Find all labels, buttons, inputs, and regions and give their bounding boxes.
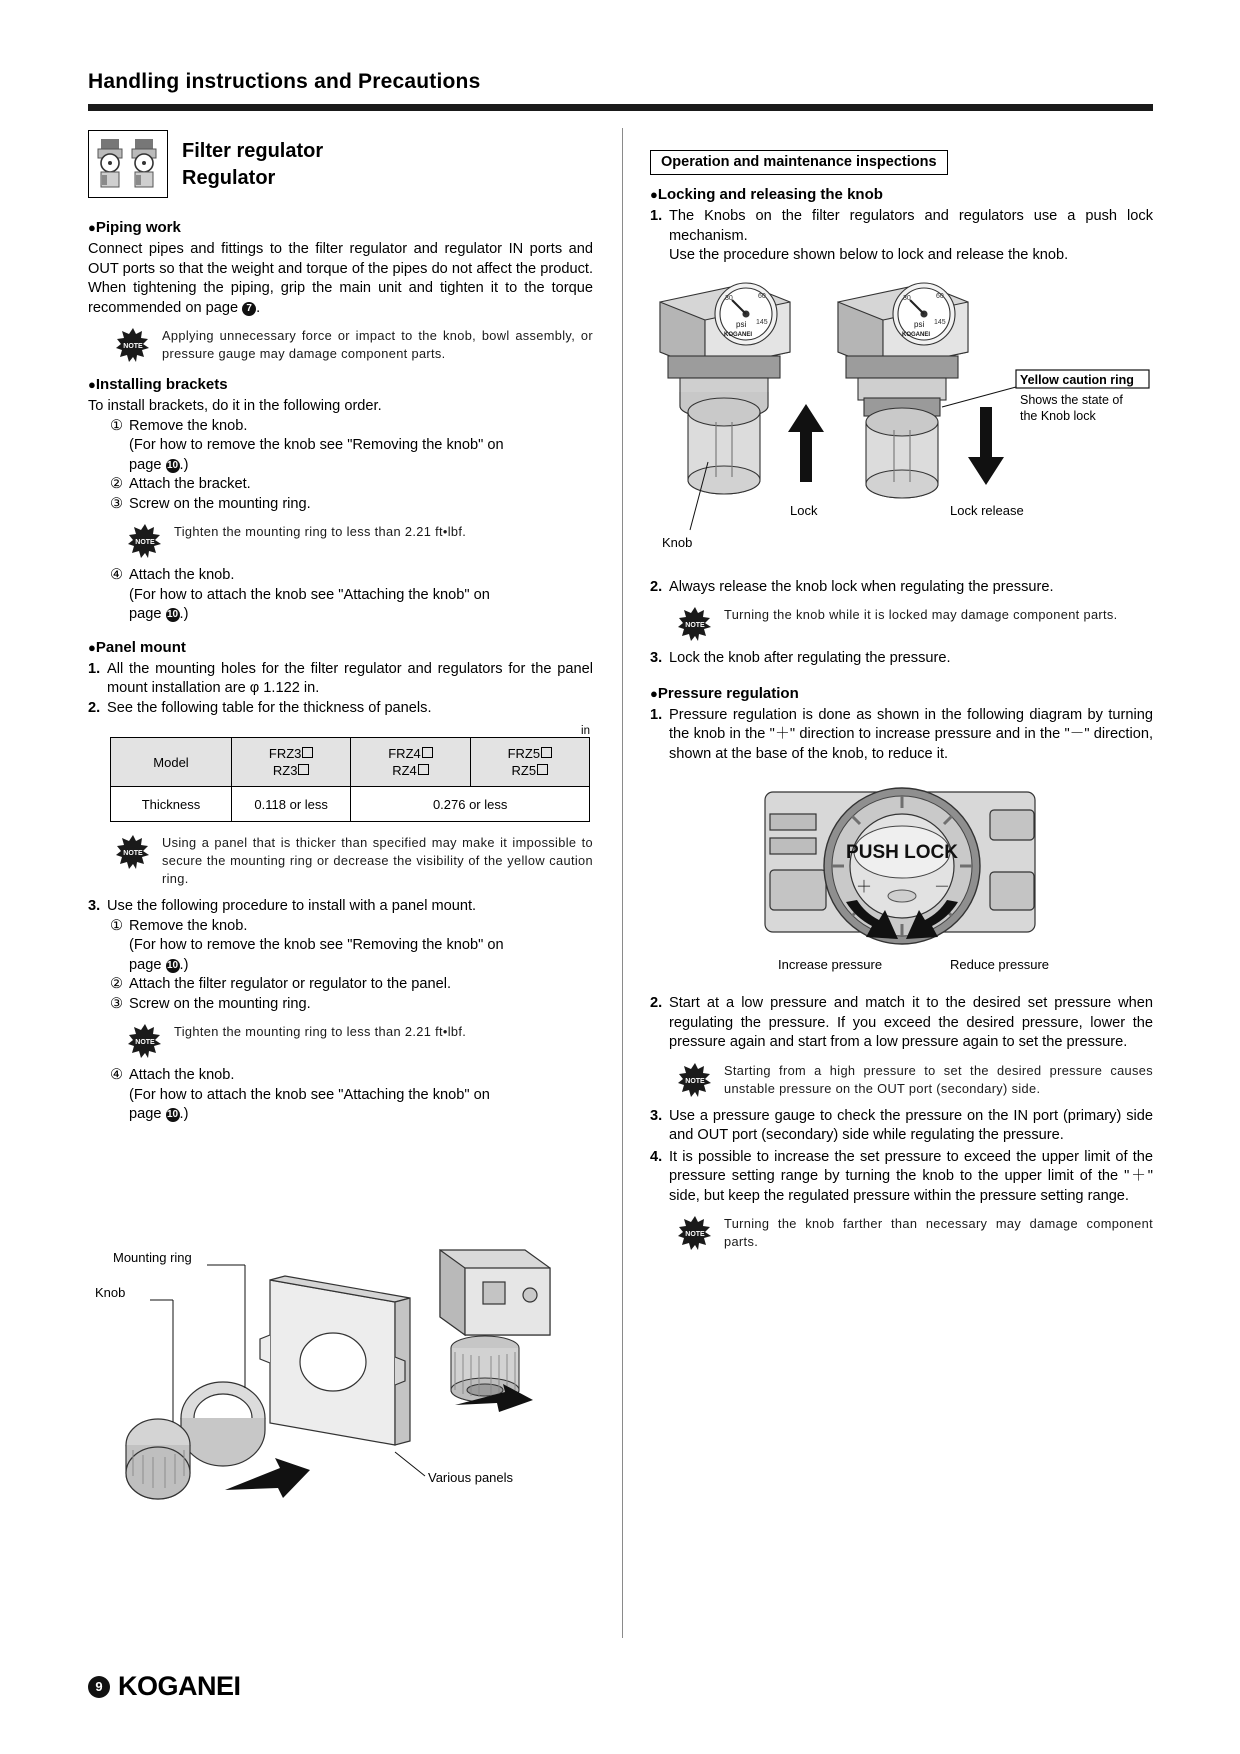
bullet-icon: ●	[650, 685, 658, 701]
right-column	[650, 150, 1153, 1260]
page-title: Handling instructions and Precautions	[88, 70, 481, 93]
svg-text:psi: psi	[914, 319, 925, 329]
svg-text:KOGANEI: KOGANEI	[724, 331, 753, 338]
svg-text:psi: psi	[736, 319, 747, 329]
note-lock	[678, 606, 1153, 640]
brand-logo: KOGANEI	[118, 1671, 241, 1701]
svg-text:145: 145	[756, 318, 768, 326]
svg-text:the Knob lock: the Knob lock	[1020, 408, 1096, 423]
note-icon	[128, 524, 162, 558]
table-row	[111, 787, 590, 822]
page-number: 9	[88, 1676, 110, 1698]
bullet-icon: ●	[650, 187, 658, 202]
page-ref-badge: 10	[166, 959, 179, 971]
header-rule	[88, 104, 1153, 111]
bullet-icon: ●	[88, 220, 96, 235]
svg-text:NOTE: NOTE	[123, 850, 143, 857]
note-icon	[678, 607, 712, 641]
page-ref-badge: 10	[166, 459, 179, 471]
brackets-step-3: ③ Screw on the mounting ring.	[110, 495, 311, 512]
figure-panel-mount-exploded	[95, 1240, 595, 1510]
note-pressure-start	[678, 1062, 1153, 1098]
footer	[88, 1671, 241, 1702]
note-pressure-overturn	[678, 1215, 1153, 1251]
note-pressure-overturn-text: Turning the knob farther than necessary may damage component parts.	[724, 1216, 1153, 1249]
note-piping-text: Applying unnecessary force or impact to the knob, bowl assembly, or pressure gauge may damage component parts.	[162, 328, 593, 361]
knob-plus-label: ＋	[855, 879, 873, 896]
brackets-step-1: ① Remove the knob.	[110, 417, 248, 434]
svg-text:60: 60	[936, 292, 944, 300]
fig-label-mounting-ring: Mounting ring	[113, 1250, 192, 1265]
note-icon	[678, 1216, 712, 1250]
panel-mount-item-1: 1. All the mounting holes for the filter regulator and regulators for the panel mount installation are φ 1.122 in.	[88, 660, 593, 696]
panel-thickness-table	[110, 737, 590, 822]
lock-item-2: 2. Always release the knob lock when regulating the pressure.	[650, 578, 1054, 595]
brackets-intro: To install brackets, do it in the following order.	[88, 398, 382, 414]
page-ref-badge: 7	[242, 302, 256, 316]
product-title-line2: Regulator	[182, 167, 276, 189]
panel-mount-item-2: 2. See the following table for the thickness of panels.	[88, 699, 432, 716]
note-icon	[116, 328, 150, 362]
lock-item-1: 1. The Knobs on the filter regulators and regulators use a push lock mechanism. Use the procedure shown below to lock and release the knob.	[650, 208, 1153, 263]
table-unit-label: in	[581, 725, 590, 737]
note-panel-thickness	[116, 834, 593, 888]
column-divider	[622, 128, 623, 1638]
table-col-frz5: FRZ5 RZ5	[470, 738, 589, 787]
table-col-model: Model	[111, 738, 232, 787]
product-title-line1: Filter regulator	[182, 140, 324, 162]
note-piping	[116, 327, 593, 363]
note-brackets-text: Tighten the mounting ring to less than 2.21 ft•lbf.	[174, 524, 467, 539]
table-row-label: Thickness	[111, 787, 232, 822]
svg-text:30: 30	[903, 294, 911, 302]
note-panel-thickness-text: Using a panel that is thicker than specified may make it impossible to secure the mounting ring or decrease the visibility of the yellow caution ring.	[162, 835, 593, 886]
fig-label-increase-pressure: Increase pressure	[778, 957, 883, 972]
fig-label-lock: Lock	[790, 502, 818, 518]
table-cell-thickness-frz3: 0.118 or less	[232, 787, 351, 822]
brackets-step-1-sub: (For how to remove the knob see "Removing the knob" on page 10.)	[129, 437, 504, 473]
bullet-icon: ●	[88, 639, 96, 655]
svg-text:30: 30	[725, 294, 733, 302]
brackets-step-2: ② Attach the bracket.	[110, 476, 251, 492]
figure-knob-lock	[650, 272, 1153, 572]
note-pressure-start-text: Starting from a high pressure to set the desired pressure causes unstable pressure on the OUT port (secondary) side.	[724, 1062, 1153, 1096]
knob-minus-label: －	[933, 879, 951, 896]
note-icon	[128, 1024, 162, 1058]
fig-label-reduce-pressure: Reduce pressure	[950, 957, 1049, 972]
fig-label-yellow-caution-ring: Yellow caution ring	[1020, 372, 1134, 387]
fig-label-knob: Knob	[95, 1285, 126, 1300]
panel-step-4-sub: (For how to attach the knob see "Attaching the knob" on page 10.)	[129, 1086, 490, 1122]
table-col-frz3: FRZ3 RZ3	[232, 738, 351, 787]
svg-text:Shows the state of: Shows the state of	[1020, 392, 1123, 407]
note-panel-mounting-ring-text: Tighten the mounting ring to less than 2.21 ft•lbf.	[174, 1024, 467, 1039]
fig-label-knob: Knob	[662, 534, 693, 550]
svg-text:NOTE: NOTE	[685, 622, 705, 629]
panel-mount-item-3: 3. Use the following procedure to install with a panel mount.	[88, 898, 477, 914]
note-lock-text: Turning the knob while it is locked may damage component parts.	[724, 607, 1118, 622]
svg-text:60: 60	[758, 292, 766, 300]
note-icon	[116, 835, 150, 869]
table-cell-thickness-frz45: 0.276 or less	[351, 787, 590, 822]
section-title-operation: Operation and maintenance inspections	[650, 150, 948, 175]
heading-panel-mount: ●Panel mount	[88, 638, 186, 656]
fig-label-panels: Various panels	[428, 1470, 514, 1485]
pressure-item-3: 3. Use a pressure gauge to check the pressure on the IN port (primary) side and OUT port (secondary) side while regulating the pressure.	[650, 1107, 1153, 1143]
figure-knob-top	[650, 774, 1153, 994]
bullet-icon: ●	[88, 377, 96, 392]
note-icon	[678, 1063, 712, 1097]
table-header-row	[111, 738, 590, 787]
piping-body: Connect pipes and fittings to the filter regulator and regulator IN ports and OUT ports so that the weight and torque of the pipes do not affect the product. When tightening the piping, grip the main unit and tighten it to the torque recommended on page 7 .	[88, 241, 593, 316]
svg-text:NOTE: NOTE	[135, 539, 155, 546]
panel-step-2: ② Attach the filter regulator or regulator to the panel.	[110, 976, 452, 992]
note-panel-mounting-ring	[128, 1023, 593, 1057]
page-ref-badge: 10	[166, 1109, 179, 1120]
pressure-item-1: 1. Pressure regulation is done as shown in the following diagram by turning the knob in the "＋" direction to increase pressure and in the "－" direction, shown at the base of the knob, to reduce it.	[650, 706, 1153, 762]
panel-step-4: ④ Attach the knob.	[110, 1067, 235, 1083]
brackets-step-4-sub: (For how to attach the knob see "Attaching the knob" on page 10.)	[129, 586, 490, 622]
svg-text:NOTE: NOTE	[135, 1039, 155, 1046]
panel-step-1: ① Remove the knob.	[110, 917, 248, 934]
svg-text:NOTE: NOTE	[685, 1231, 705, 1238]
heading-piping-work: ●Piping work	[88, 219, 181, 236]
panel-step-1-sub: (For how to remove the knob see "Removing the knob" on page 10.)	[129, 937, 504, 973]
left-column	[88, 128, 593, 1125]
svg-text:NOTE: NOTE	[685, 1077, 705, 1085]
heading-pressure-regulation: ●Pressure regulation	[650, 684, 799, 702]
knob-push-lock-label: PUSH LOCK	[846, 842, 958, 863]
pressure-item-4: 4. It is possible to increase the set pressure to exceed the upper limit of the pressure setting range by turning the knob to the upper limit of the "＋" side, but keep the regulated pressure within the pressure setting range.	[650, 1148, 1153, 1204]
svg-text:KOGANEI: KOGANEI	[902, 331, 931, 338]
panel-step-3: ③ Screw on the mounting ring.	[110, 995, 311, 1012]
note-brackets	[128, 523, 593, 557]
fig-label-lock-release: Lock release	[950, 502, 1024, 518]
heading-locking-knob: ●Locking and releasing the knob	[650, 186, 883, 203]
pressure-item-2: 2. Start at a low pressure and match it to the desired set pressure when regulating the pressure. If you exceed the desired pressure, lower the pressure again and start from a low pressure again to set the pressure.	[650, 995, 1153, 1050]
brackets-step-4: ④ Attach the knob.	[110, 567, 235, 583]
table-col-frz4: FRZ4 RZ4	[351, 738, 470, 787]
svg-text:145: 145	[934, 318, 946, 326]
lock-item-3: 3. Lock the knob after regulating the pressure.	[650, 650, 951, 666]
page-ref-badge: 10	[166, 609, 179, 620]
heading-installing-brackets: ●Installing brackets	[88, 376, 228, 393]
svg-text:NOTE: NOTE	[123, 343, 143, 350]
